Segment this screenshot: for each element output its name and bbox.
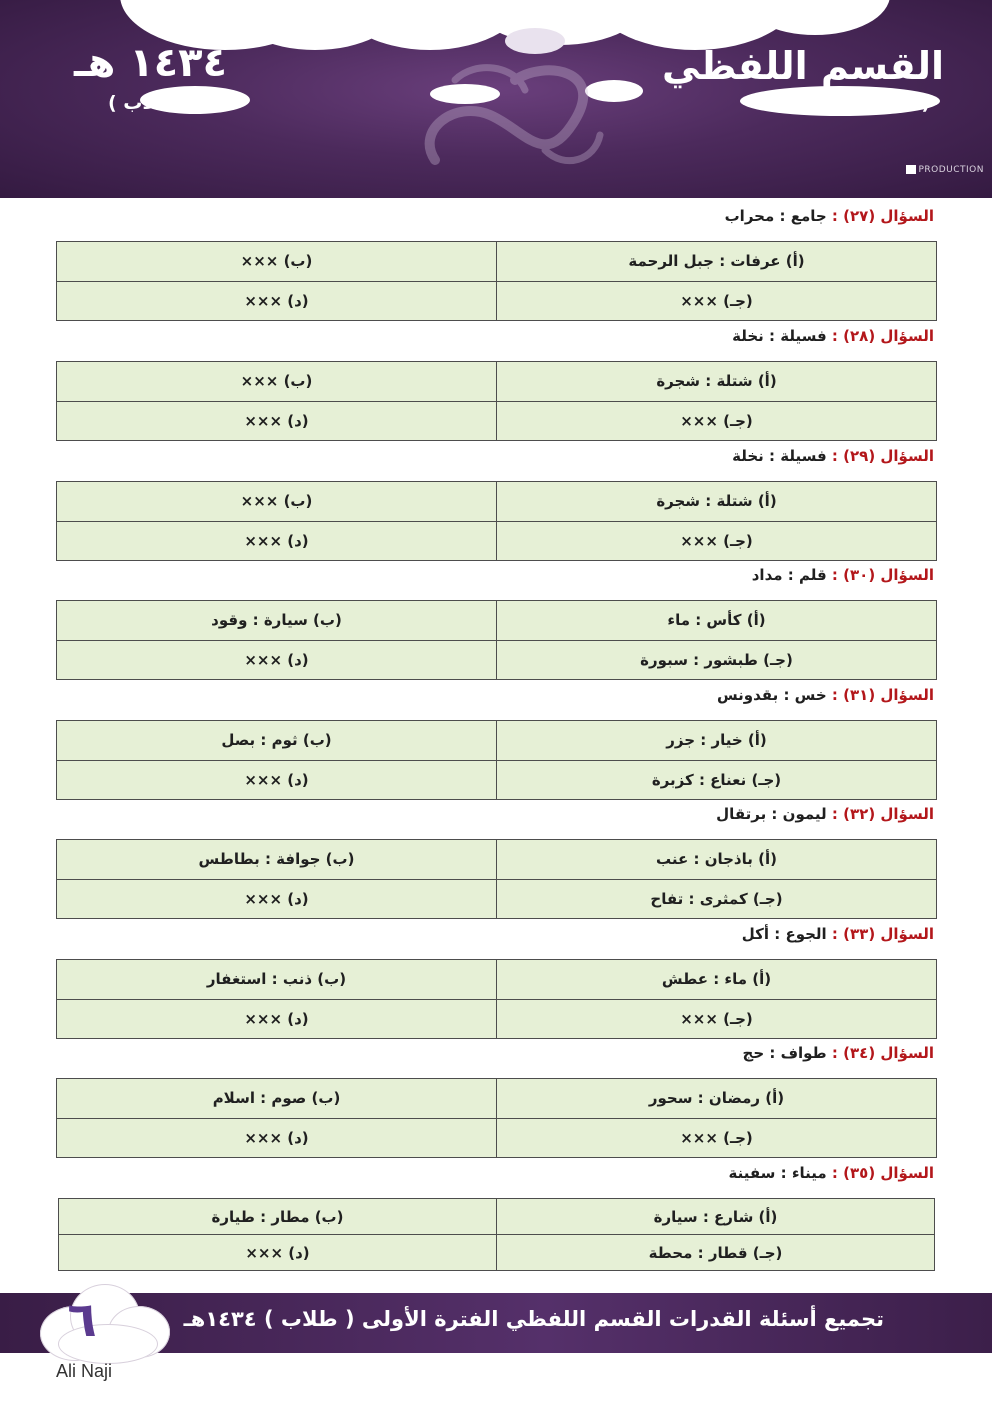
options-table [58, 1198, 935, 1271]
option-d[interactable]: (د) ××× [57, 999, 497, 1039]
year-label: ١٤٣٤ هـ [74, 40, 227, 86]
question-heading [725, 207, 934, 225]
option-d[interactable]: (د) ××× [57, 281, 497, 321]
question-number: السؤال (٢٧) : [831, 207, 934, 225]
question-pair: خس : بقدونس [716, 686, 827, 704]
option-d[interactable]: (د) ××× [57, 760, 497, 800]
option-c[interactable]: (جـ) طبشور : سبورة [497, 640, 937, 680]
option-a[interactable]: (أ) كأس : ماء [497, 601, 937, 641]
option-b[interactable]: (ب) مطار : طيارة [59, 1199, 497, 1235]
question-number: السؤال (٣٢) : [831, 805, 934, 823]
question-number: السؤال (٣١) : [831, 686, 934, 704]
question-pair: طواف : حج [742, 1044, 827, 1062]
table-row [57, 721, 937, 761]
option-b[interactable]: (ب) ذنب : استغفار [57, 960, 497, 1000]
table-row [57, 840, 937, 880]
question-heading [732, 327, 934, 345]
option-b[interactable]: (ب) ××× [57, 482, 497, 522]
table-row [57, 242, 937, 282]
table-row [57, 640, 937, 680]
period-label: ( الفترة الأولى ) [775, 92, 930, 114]
option-d[interactable]: (د) ××× [57, 640, 497, 680]
question-number: السؤال (٣٥) : [831, 1164, 934, 1182]
option-d[interactable]: (د) ××× [57, 401, 497, 441]
table-row [57, 601, 937, 641]
table-row [57, 879, 937, 919]
options-table [56, 1078, 937, 1158]
author-name: Ali Naji [56, 1361, 113, 1381]
question-pair: فسيلة : نخلة [732, 447, 827, 465]
option-a[interactable]: (أ) ماء : عطش [497, 960, 937, 1000]
question-pair: ميناء : سفينة [728, 1164, 827, 1182]
question-pair: جامع : محراب [724, 207, 827, 225]
question-number: السؤال (٣٣) : [831, 925, 934, 943]
option-a[interactable]: (أ) رمضان : سحور [497, 1079, 937, 1119]
question-heading [743, 1044, 934, 1062]
option-c[interactable]: (جـ) ××× [497, 401, 937, 441]
question-number: السؤال (٢٩) : [831, 447, 934, 465]
options-table [56, 720, 937, 800]
option-a[interactable]: (أ) باذجان : عنب [497, 840, 937, 880]
option-c[interactable]: (جـ) نعناع : كزبرة [497, 760, 937, 800]
option-b[interactable]: (ب) جوافة : بطاطس [57, 840, 497, 880]
table-row [57, 960, 937, 1000]
table-row [57, 401, 937, 441]
table-row [59, 1235, 935, 1271]
table-row [59, 1199, 935, 1235]
options-table [56, 361, 937, 441]
table-row [57, 281, 937, 321]
option-d[interactable]: (د) ××× [57, 879, 497, 919]
option-b[interactable]: (ب) ثوم : بصل [57, 721, 497, 761]
option-a[interactable]: (أ) شتلة : شجرة [497, 482, 937, 522]
option-a[interactable]: (أ) عرفات : جبل الرحمة [497, 242, 937, 282]
table-row [57, 999, 937, 1039]
option-b[interactable]: (ب) ××× [57, 242, 497, 282]
option-b[interactable]: (ب) صوم : اسلام [57, 1079, 497, 1119]
producer-logo: PRODUCTION [906, 165, 984, 175]
options-table [56, 959, 937, 1039]
option-c[interactable]: (جـ) قطار : محطة [497, 1235, 935, 1271]
page-header [0, 0, 992, 198]
option-a[interactable]: (أ) خيار : جزر [497, 721, 937, 761]
option-d[interactable]: (د) ××× [59, 1235, 497, 1271]
options-table [56, 481, 937, 561]
option-c[interactable]: (جـ) ××× [497, 1118, 937, 1158]
page-number: ٦ [67, 1292, 97, 1348]
table-row [57, 1118, 937, 1158]
question-number: السؤال (٣٠) : [831, 566, 934, 584]
question-heading [729, 1164, 934, 1182]
question-pair: الجوع : أكل [741, 925, 827, 943]
question-pair: قلم : مداد [751, 566, 827, 584]
students-label: ( طلاب ) [108, 92, 191, 114]
question-number: السؤال (٣٤) : [831, 1044, 934, 1062]
options-table [56, 839, 937, 919]
question-heading [742, 925, 934, 943]
question-pair: ليمون : برتقال [716, 805, 827, 823]
table-row [57, 362, 937, 402]
option-d[interactable]: (د) ××× [57, 521, 497, 561]
option-a[interactable]: (أ) شارع : سيارة [497, 1199, 935, 1235]
option-a[interactable]: (أ) شتلة : شجرة [497, 362, 937, 402]
option-c[interactable]: (جـ) ××× [497, 521, 937, 561]
table-row [57, 521, 937, 561]
options-table [56, 600, 937, 680]
option-c[interactable]: (جـ) ××× [497, 281, 937, 321]
options-table [56, 241, 937, 321]
table-row [57, 1079, 937, 1119]
table-row [57, 482, 937, 522]
footer-title: تجميع أسئلة القدرات القسم اللفظي الفترة الأولى ( طلاب ) ١٤٣٤هـ [183, 1307, 884, 1331]
question-pair: فسيلة : نخلة [732, 327, 827, 345]
question-heading [717, 686, 934, 704]
question-number: السؤال (٢٨) : [831, 327, 934, 345]
section-title: القسم اللفظي [662, 44, 944, 88]
calligraphy-watermark-icon [395, 40, 615, 190]
question-heading [752, 566, 934, 584]
option-c[interactable]: (جـ) ××× [497, 999, 937, 1039]
logo-block-icon [906, 165, 916, 174]
option-d[interactable]: (د) ××× [57, 1118, 497, 1158]
option-b[interactable]: (ب) ××× [57, 362, 497, 402]
option-c[interactable]: (جـ) كمثرى : تفاح [497, 879, 937, 919]
question-heading [716, 805, 934, 823]
table-row [57, 760, 937, 800]
question-heading [732, 447, 934, 465]
option-b[interactable]: (ب) سيارة : وقود [57, 601, 497, 641]
